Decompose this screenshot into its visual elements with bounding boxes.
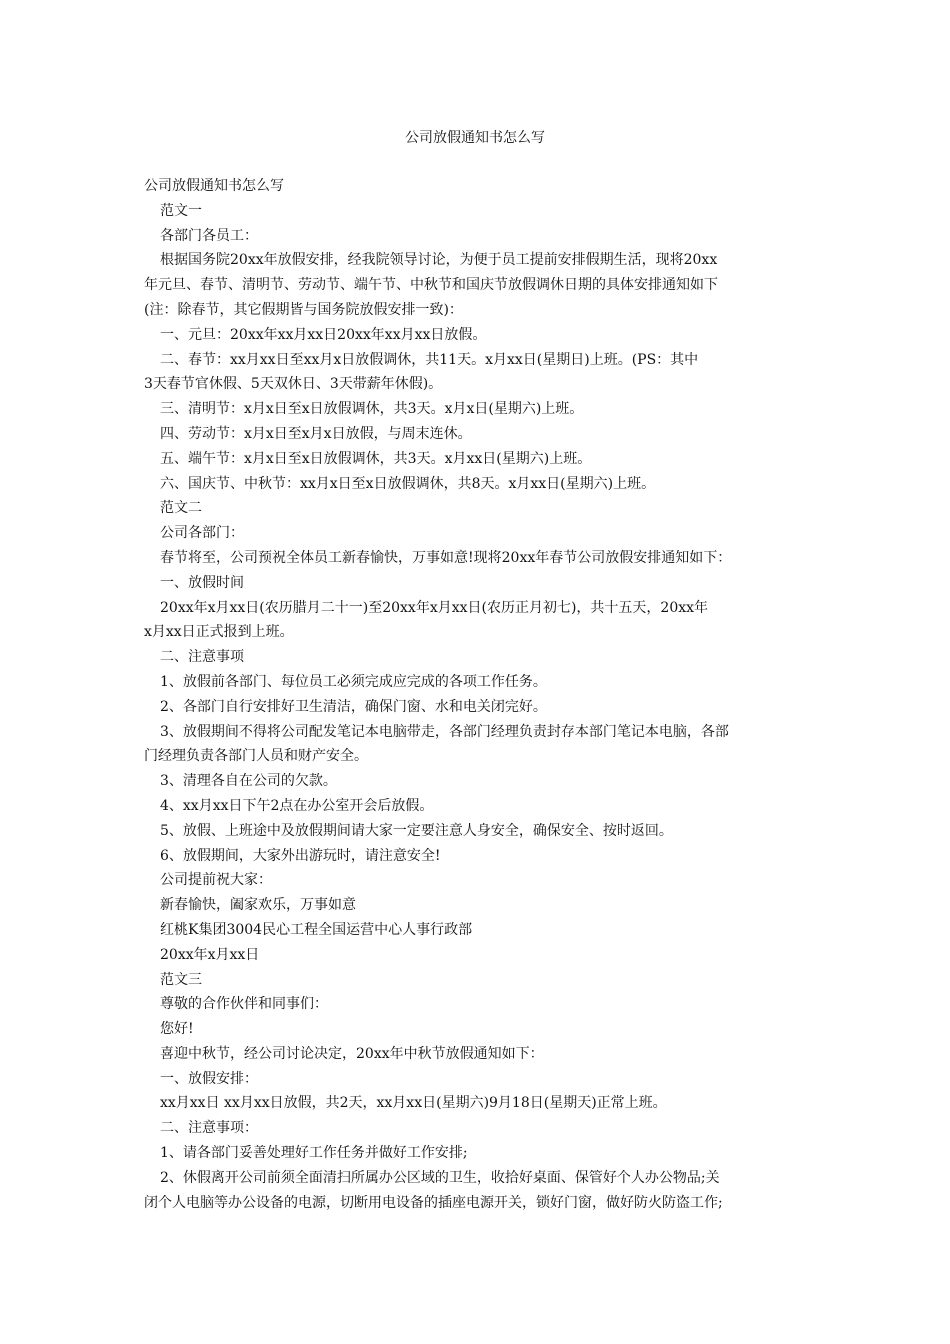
text-line: 喜迎中秋节，经公司讨论决定，20xx年中秋节放假通知如下：: [160, 1045, 544, 1062]
text-line: 二、注意事项：: [160, 1120, 258, 1137]
text-line: 新春愉快，阖家欢乐，万事如意: [160, 897, 356, 914]
text-line: x月xx日正式报到上班。: [144, 624, 294, 641]
text-line: 6、放假期间，大家外出游玩时，请注意安全!: [160, 847, 441, 864]
text-line: 各部门各员工：: [160, 227, 258, 244]
text-line: 2、休假离开公司前须全面清扫所属办公区域的卫生，收拾好桌面、保管好个人办公物品;关: [160, 1169, 720, 1186]
text-line: 四、劳动节：x月x日至x月x日放假，与周末连休。: [160, 425, 472, 442]
text-line: 4、xx月xx日下午2点在办公室开会后放假。: [160, 797, 434, 814]
text-line: 20xx年x月xx日: [160, 946, 260, 963]
text-line: 红桃K集团3004民心工程全国运营中心人事行政部: [160, 921, 473, 938]
text-line: 一、放假时间: [160, 574, 244, 591]
text-line: 1、放假前各部门、每位员工必须完成应完成的各项工作任务。: [160, 673, 547, 690]
page-title: 公司放假通知书怎么写: [405, 130, 545, 146]
text-line: 2、各部门自行安排好卫生清洁，确保门窗、水和电关闭完好。: [160, 698, 547, 715]
text-line: 春节将至，公司预祝全体员工新春愉快，万事如意!现将20xx年春节公司放假安排通知如下：: [160, 549, 732, 566]
text-line: 根据国务院20xx年放假安排，经我院领导讨论，为便于员工提前安排假期生活，现将20xx: [160, 252, 718, 269]
text-line: 五、端午节：x月x日至x日放假调休，共3天。x月xx日(星期六)上班。: [160, 450, 592, 467]
text-line: 5、放假、上班途中及放假期间请大家一定要注意人身安全，确保安全、按时返回。: [160, 822, 673, 839]
text-line: 1、请各部门妥善处理好工作任务并做好工作安排;: [160, 1145, 468, 1162]
text-line: 公司放假通知书怎么写: [144, 178, 284, 194]
text-line: 3、放假期间不得将公司配发笔记本电脑带走，各部门经理负责封存本部门笔记本电脑，各部: [160, 723, 729, 740]
text-line: 3、清理各自在公司的欠款。: [160, 773, 337, 790]
text-line: 六、国庆节、中秋节：xx月x日至x日放假调休，共8天。x月xx日(星期六)上班。: [160, 475, 656, 492]
text-line: 门经理负责各部门人员和财产安全。: [144, 748, 368, 765]
text-line: 一、元旦：20xx年xx月xx日20xx年xx月xx日放假。: [160, 326, 487, 343]
text-line: 年元旦、春节、清明节、劳动节、端午节、中秋节和国庆节放假调休日期的具体安排通知如下: [144, 277, 718, 294]
text-line: 范文三: [160, 971, 202, 988]
text-line: xx月xx日 xx月xx日放假，共2天，xx月xx日(星期六)9月18日(星期天)正常上班。: [160, 1095, 667, 1112]
text-line: 尊敬的合作伙伴和同事们：: [160, 996, 328, 1013]
text-line: 公司各部门：: [160, 525, 244, 542]
text-line: 二、注意事项: [160, 649, 244, 666]
text-line: 三、清明节：x月x日至x日放假调休，共3天。x月x日(星期六)上班。: [160, 401, 584, 418]
text-line: 您好!: [160, 1021, 194, 1038]
text-line: 范文二: [160, 500, 202, 517]
text-line: 20xx年x月xx日(农历腊月二十一)至20xx年x月xx日(农历正月初七)，共十五天，20xx年: [160, 599, 709, 616]
text-line: (注：除春节，其它假期皆与国务院放假安排一致)：: [144, 301, 463, 318]
text-line: 3天春节官休假、5天双休日、3天带薪年休假)。: [144, 376, 443, 393]
text-line: 闭个人电脑等办公设备的电源，切断用电设备的插座电源开关，锁好门窗，做好防火防盗工作;: [144, 1194, 723, 1211]
text-line: 二、春节：xx月xx日至xx月x日放假调休，共11天。x月xx日(星期日)上班。(PS：其中: [160, 351, 699, 368]
text-line: 一、放假安排：: [160, 1070, 258, 1087]
document-body: [144, 174, 808, 1215]
text-line: 范文一: [160, 202, 202, 219]
text-line: 公司提前祝大家：: [160, 872, 272, 889]
